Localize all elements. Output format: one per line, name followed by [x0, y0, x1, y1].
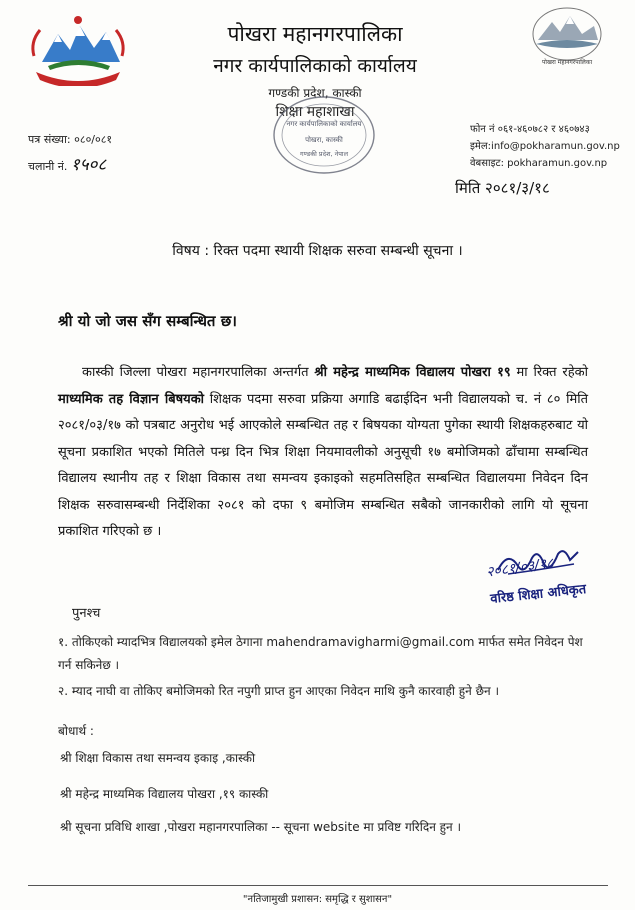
- seal-text-3: गण्डकी प्रदेश, नेपाल: [299, 150, 349, 158]
- postscript-heading: पुनश्च: [72, 606, 101, 621]
- reference-number: [28, 132, 112, 147]
- chalani-value: १५०८: [70, 155, 107, 175]
- cc-item: श्री शिक्षा विकास तथा समन्वय इकाइ ,कास्की: [60, 751, 256, 765]
- letter-date: मिति २०८१/३/१८: [455, 179, 550, 197]
- contact-email: इमेल:info@pokharamun.gov.np: [470, 141, 620, 152]
- notice-body: [58, 360, 588, 546]
- municipality-name: पोखरा महानगरपालिका: [227, 22, 403, 46]
- body-school-name: श्री महेन्द्र माध्यमिक विद्यालय पोखरा १९: [314, 365, 511, 380]
- body-text-1: कास्की जिल्ला पोखरा महानगरपालिका अन्तर्गत: [82, 365, 309, 380]
- cc-heading: बोधार्थ :: [58, 724, 94, 738]
- contact-phone: फोन नं ०६१-४६०७८२ र ४६०७४३: [470, 124, 590, 135]
- footer-divider: [28, 885, 608, 886]
- subject-line: विषय : रिक्त पदमा स्थायी शिक्षक सरुवा सम्बन्धी सूचना ।: [172, 243, 463, 259]
- footer-slogan: "नतिजामुखी प्रशासन: समृद्धि र सुशासन": [242, 894, 393, 905]
- body-text-2: मा रिक्त रहेको: [516, 365, 588, 380]
- office-seal-stamp: [268, 92, 380, 178]
- right-logo-caption: पोखरा महानगरपालिका: [541, 59, 593, 66]
- pokhara-metropolitan-logo: [530, 6, 604, 68]
- addressee: श्री यो जो जस सँग सम्बन्धित छ।: [58, 312, 237, 330]
- body-subject-level: माध्यमिक तह विज्ञान बिषयको: [58, 391, 205, 407]
- patra-value: ०८०/०८१: [74, 133, 113, 146]
- province-district: गण्डकी प्रदेश, कास्की: [268, 86, 362, 100]
- seal-text-1: नगर कार्यपालिकाको कार्यालय: [286, 120, 362, 128]
- body-text-3: शिक्षक पदमा सरुवा प्रक्रिया अगाडि बढाईदिन भनी विद्यालयको च. नं ८० मिति २०८१/०३/१७ को पत्रबाट अनुरोध भई आएकोले सम्बन्धित तह र बिषयका योग्यता पुगेका स्थायी शिक्षकहरुबाट यो सूचना प्रकाशित भएको मितिले पन्ध्र दिन भित्र शिक्षा नियमावलीको अनुसूची १७ बमोजिमको ढाँचामा सम्बन्धित विद्यालय स्थानीय तह र शिक्षा विकास तथा समन्वय इकाइको सहमतिसहित सम्बन्धित विद्यालयमा निवेदन दिन शिक्षक सरुवासम्बन्धी निर्देशिका २०८१ को दफा ९ बमोजिम सम्बन्धित सबैको जानकारीको लागि यो सूचना प्रकाशित गरिएको छ ।: [58, 391, 589, 539]
- signatory-title: वरिष्ठ शिक्षा अधिकृत: [489, 582, 587, 607]
- cc-item: श्री सूचना प्रविधि शाखा ,पोखरा महानगरपालिका -- सूचना website मा प्रविष्ट गरिदिन हुन ।: [60, 820, 462, 834]
- chalani-label: चलानी नं.: [28, 160, 68, 173]
- postscript-item-2: २. म्याद नाघी वा तोकिए बमोजिमको रित नपुगी प्राप्त हुन आएका निवेदन माथि कुनै कारवाही हुने छैन ।: [58, 684, 500, 698]
- nepal-emblem-logo: [28, 12, 128, 86]
- office-name: नगर कार्यपालिकाको कार्यालय: [213, 55, 417, 77]
- contact-website: वेबसाइट: pokharamun.gov.np: [470, 158, 608, 169]
- dispatch-number: [28, 152, 106, 175]
- signature-date: २०८१/०३/१८: [485, 555, 555, 581]
- seal-text-2: पोखरा, कास्की: [305, 136, 343, 144]
- cc-item: श्री महेन्द्र माध्यमिक विद्यालय पोखरा ,१९ कास्की: [60, 787, 269, 801]
- division-name: शिक्षा महाशाखा: [275, 104, 355, 120]
- postscript-item-1: १. तोकिएको म्यादभित्र विद्यालयको इमेल ठेगाना mahendramavigharmi@gmail.com मार्फत समेत निवेदन पेश गर्न सकिनेछ ।: [58, 635, 583, 672]
- patra-label: पत्र संख्या:: [28, 133, 71, 146]
